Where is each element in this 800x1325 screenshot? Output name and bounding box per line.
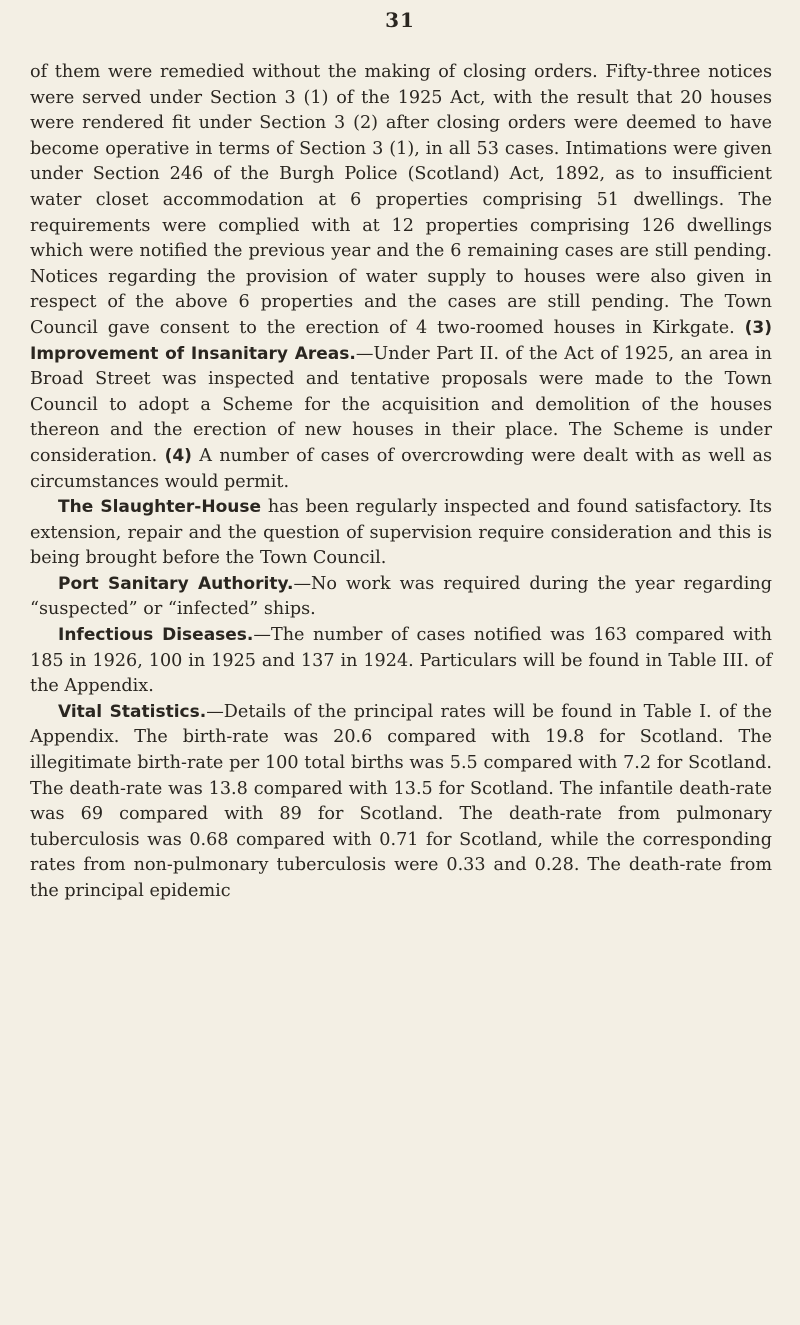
housing-text-b: —Under Part II. of the Act of 1925, an area in Broad Street was inspected and tentative proposals were made to the Town Council to adopt a Scheme for the acquisition and demolition of the houses thereon and the erection of new houses in their place. The Scheme is under consideration. xyxy=(30,343,772,466)
vital-statistics-text: —Details of the principal rates will be found in Table I. of the Appendix. The birth-rate was 20.6 compared with 19.8 for Scotland. The illegitimate birth-rate per 100 total births was 5.5 compared with 7.2 for Scotland. The death-rate was 13.8 compared with 13.5 for Scotland. The infantile death-rate was 69 compared with 89 for Scotland. The death-rate from pulmonary tuberculosis was 0.68 compared with 0.71 for Scotland, while the corresponding rates from non-pulmonary tuberculosis were 0.33 and 0.28. The death-rate from the principal epidemic xyxy=(30,701,772,901)
body-text xyxy=(30,60,772,905)
paragraph-port-sanitary xyxy=(30,572,772,623)
page-number: 31 xyxy=(385,8,415,32)
housing-text-c: A number of cases of overcrowding were dealt with as well as circumstances would permit. xyxy=(30,445,773,492)
heading-slaughter-house: The Slaughter-House xyxy=(58,497,262,518)
heading-insanitary-areas: (3) Improvement of Insanitary Areas. xyxy=(30,317,772,364)
heading-port-sanitary: Port Sanitary Authority. xyxy=(58,573,294,594)
housing-text-a: of them were remedied without the making of closing orders. Fifty-three notices were served under Section 3 (1) of the 1925 Act, with the result that 20 houses were rendered fit under Section 3 (2) after closing orders were deemed to have become operative in terms of Section 3 (1), in all 53 cases. Intimations were given under Section 246 of the Burgh Police (Scotland) Act, 1892, as to insufficient water closet accommodation at 6 properties comprising 51 dwellings. The requirements were complied with at 12 properties comprising 126 dwellings which were notified the previous year and the 6 remaining cases are still pending. Notices regarding the provision of water supply to houses were also given in respect of the above 6 properties and the cases are still pending. The Town Council gave consent to the erection of 4 two-roomed houses in Kirkgate. xyxy=(30,62,772,338)
heading-overcrowding: (4) xyxy=(164,445,192,466)
paragraph-housing xyxy=(30,60,772,495)
paragraph-slaughter-house xyxy=(30,495,772,572)
port-sanitary-text: —No work was required during the year regarding “suspected” or “infected” ships. xyxy=(30,573,772,620)
paragraph-vital-statistics xyxy=(30,700,772,905)
heading-vital-statistics: Vital Statistics. xyxy=(58,701,207,722)
infectious-diseases-text: —The number of cases notified was 163 compared with 185 in 1926, 100 in 1925 and 137 in 1924. Particulars will be found in Table III. of the Appendix. xyxy=(30,625,772,697)
heading-infectious-diseases: Infectious Diseases. xyxy=(58,625,254,646)
slaughter-house-text: has been regularly inspected and found satisfactory. Its extension, repair and the question of supervision require consideration and this is being brought before the Town Council. xyxy=(30,497,772,569)
paragraph-infectious-diseases xyxy=(30,623,772,700)
